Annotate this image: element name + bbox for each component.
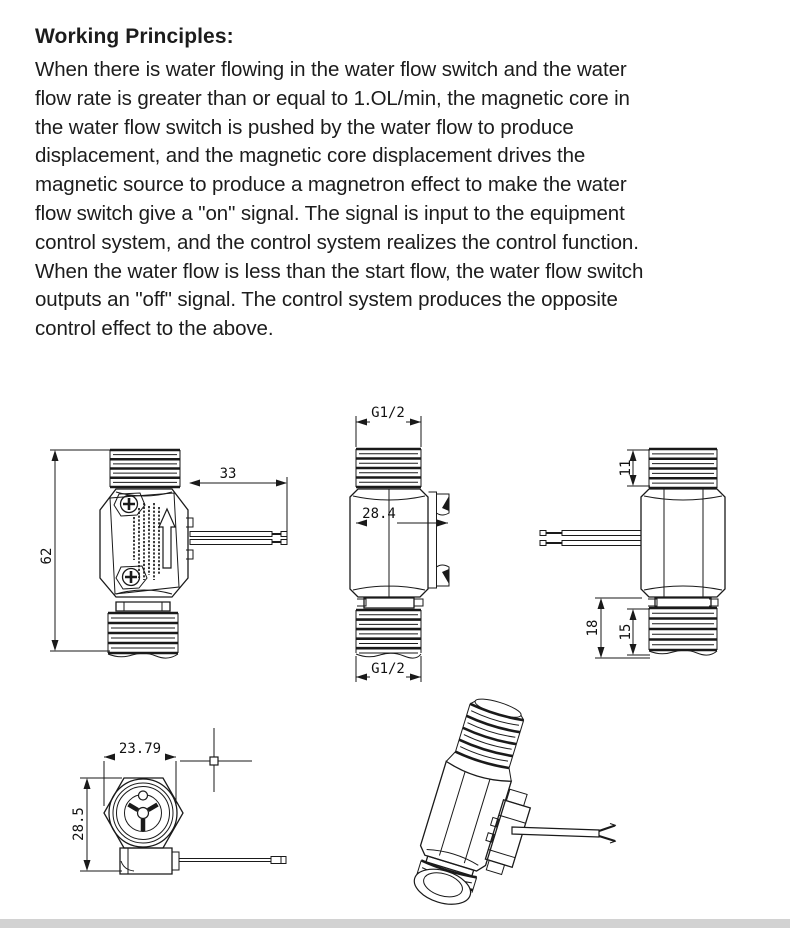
isometric-view-drawing: [406, 693, 616, 920]
svg-text:23.79: 23.79: [118, 741, 162, 757]
svg-text:62: 62: [39, 547, 55, 565]
sensor-housing-edge: [429, 492, 450, 588]
dim-wire-33: [189, 466, 287, 540]
side-view-drawing: [350, 405, 449, 682]
svg-text:G1/2: G1/2: [371, 405, 405, 421]
dim-thread-bottom-g12: [356, 656, 421, 682]
section-heading: Working Principles:: [35, 25, 234, 48]
paragraph-line: outputs an "off" signal. The control system produces the opposite: [35, 288, 618, 312]
dim-width-28-4: [356, 506, 448, 527]
svg-text:28.5: 28.5: [71, 807, 87, 841]
svg-text:33: 33: [219, 466, 237, 482]
rear-view-drawing: [540, 449, 725, 658]
paragraph-line: flow switch give a "on" signal. The signal is input to the equipment: [35, 201, 625, 225]
svg-text:28.4: 28.4: [362, 506, 396, 522]
sensor-housing: [120, 848, 179, 874]
flow-direction-arrow-icon: [159, 509, 175, 568]
paragraph-line: flow rate is greater than or equal to 1.OL/min, the magnetic core in: [35, 86, 630, 110]
wires: [190, 532, 287, 545]
paragraph-line: displacement, and the magnetic core displacement drives the: [35, 144, 586, 168]
svg-text:15: 15: [618, 623, 634, 641]
wire: [179, 857, 286, 864]
dim-thread-bottom-15: [618, 609, 650, 655]
footer-bar: [0, 919, 790, 928]
paragraph-line: magnetic source to produce a magnetron effect to make the water: [35, 173, 627, 197]
wires: [540, 531, 641, 546]
center-mark-icon: [180, 728, 252, 792]
paragraph-line: When there is water flowing in the water flow switch and the water: [35, 58, 627, 81]
paragraph-line: the water flow switch is pushed by the water flow to produce: [35, 115, 574, 139]
dim-height-28-5: [71, 778, 122, 871]
svg-text:11: 11: [618, 459, 634, 477]
dim-thread-top-g12: [356, 405, 421, 447]
svg-text:18: 18: [585, 619, 601, 637]
paragraph-line: When the water flow is less than the start flow, the water flow switch: [35, 259, 644, 283]
dim-thread-top-11: [618, 450, 650, 486]
paragraph-line: control effect to the above.: [35, 317, 274, 341]
phillips-screw-icon: [116, 566, 147, 589]
front-view-drawing: [39, 450, 287, 658]
svg-text:G1/2: G1/2: [371, 661, 405, 677]
wires-iso: [512, 824, 616, 844]
end-view-drawing: [71, 728, 286, 874]
paragraph-line: control system, and the control system realizes the control function.: [35, 230, 639, 254]
